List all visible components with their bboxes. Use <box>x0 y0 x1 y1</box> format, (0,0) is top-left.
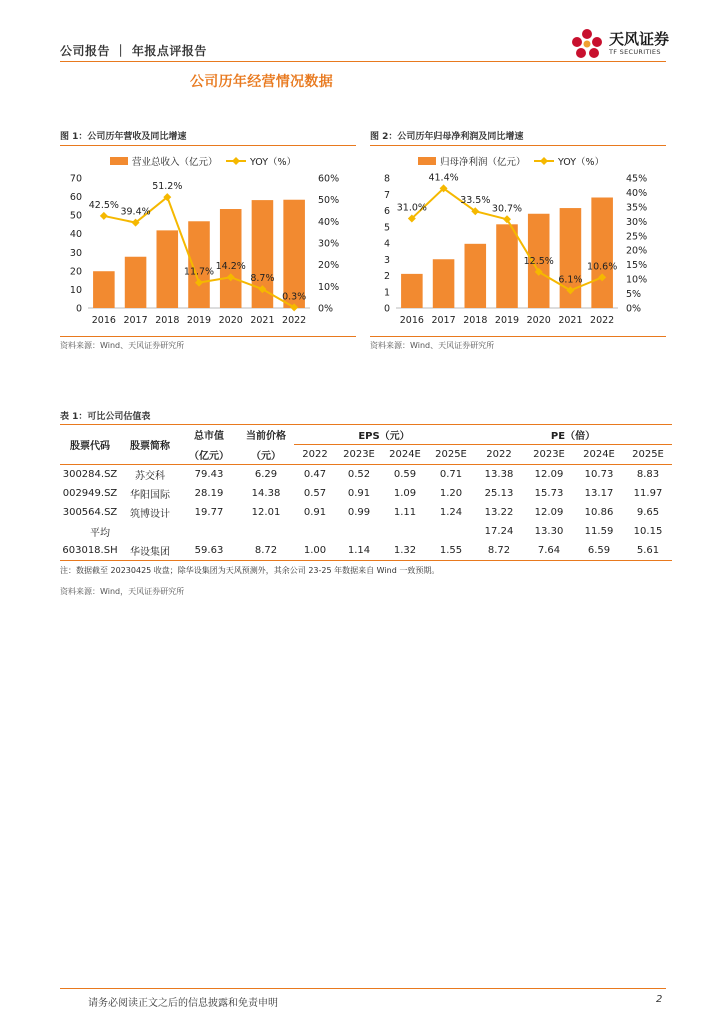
header-pe: PE（倍） <box>474 425 672 445</box>
x-tick-label: 2021 <box>250 315 275 326</box>
table-cell: 0.47 <box>303 469 327 480</box>
header-market-cap: 总市值 <box>194 431 224 443</box>
y-tick-label: 60 <box>69 192 82 204</box>
table-cell: 15.73 <box>534 488 564 499</box>
logo-flower-icon <box>567 26 607 62</box>
table-cell: 苏交科 <box>135 471 165 482</box>
y2-tick-label: 30% <box>318 238 340 250</box>
revenue-chart <box>60 148 360 333</box>
table-cell: 8.72 <box>254 545 278 556</box>
table-cell: 0.99 <box>347 507 371 518</box>
table-note: 注：数据截至 20230425 收盘；除华设集团为天风预测外，其余公司 23-25 年数据来自 Wind 一致预期。 <box>60 566 440 575</box>
y2-tick-label: 40% <box>318 216 340 228</box>
data-label: 8.7% <box>250 273 275 285</box>
data-label: 12.5% <box>523 255 554 267</box>
y-tick-label: 50 <box>69 210 82 222</box>
bar <box>465 244 487 308</box>
table-cell: 8.72 <box>487 545 511 556</box>
figure2-bottom-divider <box>370 336 666 337</box>
table-cell: 13.30 <box>534 526 564 537</box>
table-cell: 0.91 <box>347 488 371 499</box>
header-eps-2025e: 2025E <box>435 449 467 460</box>
net-profit-chart <box>368 148 668 333</box>
y-tick-label: 40 <box>69 229 82 241</box>
header-pe-2023e: 2023E <box>533 449 565 460</box>
y-tick-label: 3 <box>383 254 390 266</box>
table-cell: 1.32 <box>393 545 417 556</box>
y2-tick-label: 10% <box>318 281 340 293</box>
data-label: 11.7% <box>183 266 215 278</box>
table-cell: 0.71 <box>439 469 463 480</box>
table-cell: 华设集团 <box>130 547 170 558</box>
figure2-source: 资料来源：Wind、天风证券研究所 <box>370 341 495 350</box>
logo-sub: TF SECURITIES <box>609 48 661 56</box>
y2-tick-label: 15% <box>626 260 648 272</box>
y2-tick-label: 20% <box>626 245 648 257</box>
y-tick-label: 1 <box>383 287 390 299</box>
x-tick-label: 2022 <box>282 315 307 326</box>
y-tick-label: 5 <box>383 222 390 234</box>
table-cell: 6.29 <box>254 469 278 480</box>
bar <box>496 224 518 308</box>
data-label: 0.3% <box>282 291 307 303</box>
table-row <box>60 541 672 560</box>
table-cell: 12.09 <box>534 507 564 518</box>
header-pe-2024e: 2024E <box>583 449 615 460</box>
table-cell: 14.38 <box>251 488 281 499</box>
table-cell: 10.15 <box>633 526 663 537</box>
x-tick-label: 2018 <box>155 315 180 326</box>
y2-tick-label: 35% <box>626 202 648 214</box>
y2-tick-label: 40% <box>626 187 648 199</box>
x-tick-label: 2019 <box>186 315 212 326</box>
table-cell: 8.83 <box>636 469 660 480</box>
legend-bar-label: 营业总收入（亿元） <box>132 157 218 168</box>
x-tick-label: 2021 <box>558 315 583 326</box>
y2-tick-label: 45% <box>626 173 648 185</box>
y2-tick-label: 30% <box>626 216 648 228</box>
data-label: 41.4% <box>428 172 459 184</box>
table-cell: 0.59 <box>393 469 417 480</box>
y-tick-label: 70 <box>69 173 82 185</box>
table-cell: 79.43 <box>194 469 224 480</box>
y2-tick-label: 0% <box>318 303 334 315</box>
table-cell: 11.97 <box>633 488 663 499</box>
header-price: 当前价格 <box>246 431 286 443</box>
x-tick-label: 2017 <box>123 315 148 326</box>
x-tick-label: 2016 <box>91 315 116 326</box>
legend-bar-label: 归母净利润（亿元） <box>440 157 526 168</box>
x-tick-label: 2020 <box>526 315 551 326</box>
table-cell: 19.77 <box>194 507 224 518</box>
header-eps-2024e: 2024E <box>389 449 421 460</box>
table-cell: 13.17 <box>584 488 614 499</box>
bar <box>220 209 242 308</box>
y-tick-label: 8 <box>383 173 390 185</box>
table-cell: 25.13 <box>484 488 514 499</box>
table-cell: 10.73 <box>584 469 614 480</box>
data-label: 33.5% <box>460 195 491 207</box>
table-cell: 5.61 <box>636 545 660 556</box>
table-cell: 6.59 <box>587 545 611 556</box>
logo-name: 天风证券 <box>609 30 670 48</box>
figure2-title: 图 2：公司历年归母净利润及同比增速 <box>370 132 524 142</box>
table-bottom-rule <box>60 560 672 561</box>
data-label: 30.7% <box>491 203 523 215</box>
table-cell: 1.20 <box>439 488 463 499</box>
header-code: 股票代码 <box>70 441 110 452</box>
data-label: 6.1% <box>558 274 583 286</box>
table-title: 表 1：可比公司估值表 <box>60 412 151 422</box>
data-label: 39.4% <box>120 206 151 218</box>
footer-divider <box>60 988 666 989</box>
table-cell: 1.11 <box>393 507 417 518</box>
table-cell: 17.24 <box>484 526 514 537</box>
page-number: 2 <box>656 994 663 1005</box>
data-label: 51.2% <box>152 181 183 193</box>
table-row <box>60 503 672 522</box>
report-breadcrumb: 公司报告 ｜ 年报点评报告 <box>60 44 207 58</box>
y2-tick-label: 50% <box>318 195 340 207</box>
table-cell: 1.09 <box>393 488 417 499</box>
bar <box>433 259 455 308</box>
header-name: 股票简称 <box>130 441 170 452</box>
legend-bar-swatch <box>418 157 436 165</box>
x-tick-label: 2020 <box>218 315 243 326</box>
bar <box>125 257 147 308</box>
yoy-point <box>100 212 108 220</box>
y2-tick-label: 25% <box>626 231 648 243</box>
legend-line-label: YOY（%） <box>558 157 605 168</box>
y-tick-label: 0 <box>383 303 390 315</box>
header-price-unit: （元） <box>251 450 281 462</box>
y2-tick-label: 60% <box>318 173 340 185</box>
header-eps-2022: 2022 <box>302 449 328 460</box>
table-row <box>60 484 672 503</box>
header-pe-2022: 2022 <box>486 449 512 460</box>
table-cell: 1.00 <box>303 545 327 556</box>
bar <box>401 274 423 308</box>
legend-bar-swatch <box>110 157 128 165</box>
legend-line-marker <box>232 157 240 165</box>
y-tick-label: 30 <box>69 247 82 259</box>
table-cell: 1.55 <box>439 545 463 556</box>
table-cell: 0.57 <box>303 488 327 499</box>
footer-disclaimer: 请务必阅读正文之后的信息披露和免责申明 <box>88 998 278 1009</box>
table-cell: 002949.SZ <box>62 488 118 499</box>
y2-tick-label: 20% <box>318 260 340 272</box>
section-title: 公司历年经营情况数据 <box>190 74 333 90</box>
data-label: 14.2% <box>215 261 246 273</box>
table-cell: 华阳国际 <box>130 490 170 501</box>
table-cell: 10.86 <box>584 507 614 518</box>
data-label: 10.6% <box>587 261 618 273</box>
table-cell: 1.24 <box>439 507 463 518</box>
table-cell-average-label: 平均 <box>90 528 110 539</box>
figure2-divider <box>370 145 666 146</box>
figure1-source: 资料来源：Wind、天风证券研究所 <box>60 341 185 350</box>
x-tick-label: 2019 <box>494 315 520 326</box>
table-row <box>60 465 672 485</box>
data-label: 42.5% <box>88 199 119 211</box>
table-cell: 13.22 <box>484 507 514 518</box>
y-tick-label: 10 <box>69 284 82 296</box>
table-cell: 12.01 <box>251 507 281 518</box>
table-header-row-1 <box>60 425 672 445</box>
table-cell: 13.38 <box>484 469 514 480</box>
table-cell: 603018.SH <box>62 545 118 556</box>
figure1-title: 图 1：公司历年营收及同比增速 <box>60 132 187 142</box>
y-tick-label: 0 <box>75 303 82 315</box>
table-cell: 9.65 <box>636 507 660 518</box>
company-logo <box>567 26 677 62</box>
y-tick-label: 4 <box>383 238 390 250</box>
valuation-table <box>60 425 672 560</box>
bar <box>93 271 115 308</box>
x-tick-label: 2016 <box>399 315 424 326</box>
y-tick-label: 2 <box>383 271 390 282</box>
table-cell: 11.59 <box>584 526 614 537</box>
table-cell: 1.14 <box>347 545 371 556</box>
header-pe-2025e: 2025E <box>632 449 664 460</box>
table-cell: 59.63 <box>194 545 224 556</box>
table-cell: 0.91 <box>303 507 327 518</box>
x-tick-label: 2022 <box>590 315 615 326</box>
bar <box>591 198 613 309</box>
table-cell: 300564.SZ <box>62 507 118 518</box>
table-cell: 300284.SZ <box>62 469 118 480</box>
y-tick-label: 6 <box>383 206 390 217</box>
legend-line-label: YOY（%） <box>250 157 297 168</box>
y2-tick-label: 0% <box>626 303 642 315</box>
header-market-cap-unit: （亿元） <box>189 450 229 462</box>
x-tick-label: 2017 <box>431 315 456 326</box>
y-tick-label: 20 <box>69 266 82 278</box>
y2-tick-label: 10% <box>626 274 648 286</box>
table-cell: 0.52 <box>347 469 371 480</box>
header-eps-2023e: 2023E <box>343 449 375 460</box>
x-tick-label: 2018 <box>463 315 488 326</box>
figure1-bottom-divider <box>60 336 356 337</box>
table-cell: 28.19 <box>194 488 224 499</box>
y-tick-label: 7 <box>383 189 390 201</box>
data-label: 31.0% <box>396 202 427 214</box>
bar <box>157 230 179 308</box>
figure1-divider <box>60 145 356 146</box>
header-eps: EPS（元） <box>294 425 474 445</box>
table-source: 资料来源：Wind，天风证券研究所 <box>60 587 185 596</box>
table-row <box>60 522 672 541</box>
table-cell: 12.09 <box>534 469 564 480</box>
table-cell: 筑博设计 <box>130 509 170 520</box>
table-cell: 7.64 <box>537 545 561 556</box>
legend-line-marker <box>540 157 548 165</box>
y2-tick-label: 5% <box>626 289 642 301</box>
